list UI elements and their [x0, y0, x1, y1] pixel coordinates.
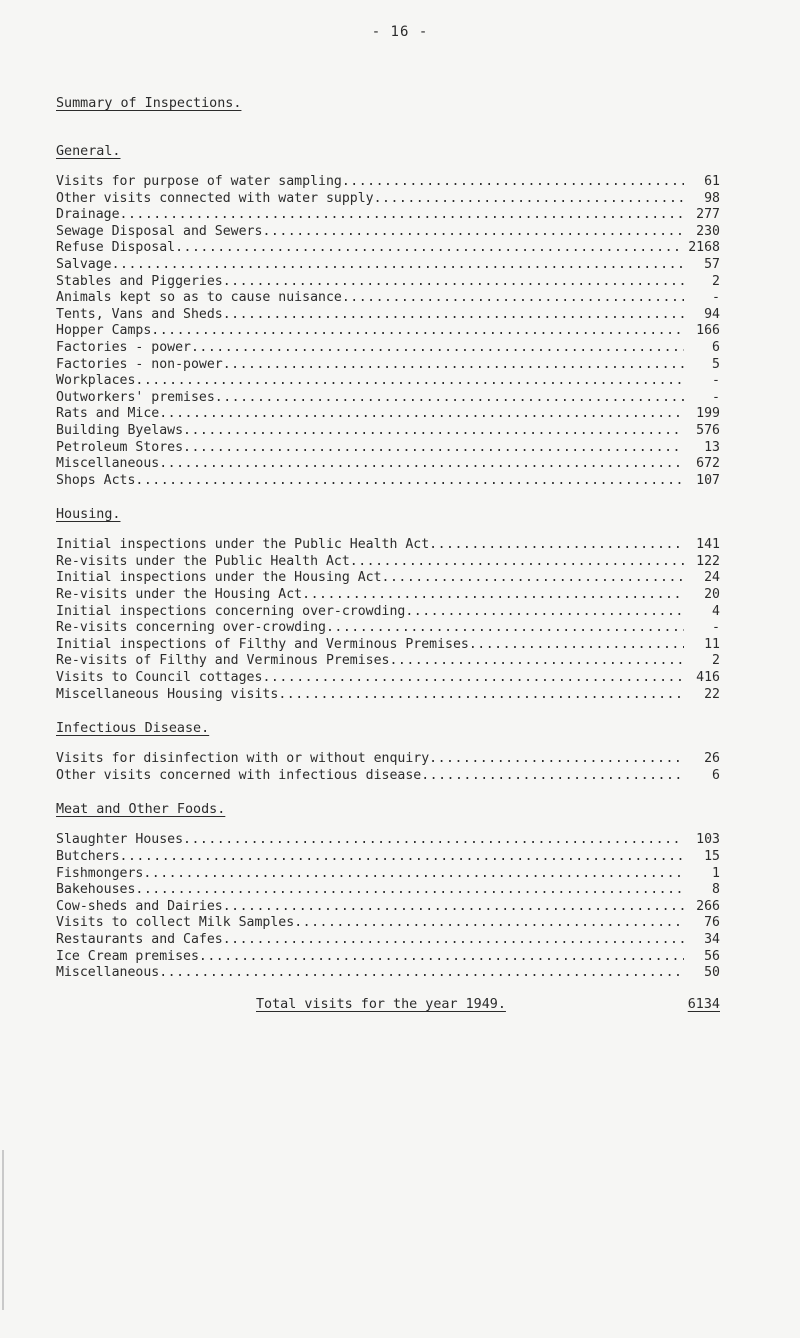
item-value: 277 [696, 207, 720, 223]
list-item [56, 274, 720, 291]
document-title: Summary of Inspections. [56, 96, 242, 111]
item-label: Salvage [56, 256, 112, 272]
item-value: - [712, 389, 720, 405]
list-item [56, 224, 720, 241]
item-label: Animals kept so as to cause nuisance [56, 290, 342, 306]
section [56, 140, 720, 489]
dot-leader [191, 340, 684, 357]
list-item [56, 653, 720, 670]
dot-leader [135, 373, 684, 390]
dot-leader [112, 257, 684, 274]
list-item [56, 357, 720, 374]
item-label: Shops Acts [56, 472, 136, 488]
dot-leader [151, 323, 684, 340]
total-label: Total visits for the year 1949. [256, 996, 506, 1012]
dot-leader [199, 949, 684, 966]
dot-leader [342, 290, 684, 307]
dot-leader [183, 423, 684, 440]
list-item [56, 456, 720, 473]
list-item [56, 768, 720, 785]
item-label: Initial inspections under the Housing Act [56, 570, 382, 586]
item-value: - [712, 620, 720, 636]
item-value: 6 [712, 339, 720, 355]
item-value: 57 [704, 256, 720, 272]
item-value: - [712, 373, 720, 389]
item-value: 24 [704, 570, 720, 586]
item-label: Fishmongers [56, 865, 144, 881]
list-item [56, 554, 720, 571]
item-label: Hopper Camps [56, 323, 152, 339]
item-value: 266 [696, 898, 720, 914]
item-value: 2 [712, 273, 720, 289]
item-value: 15 [704, 849, 720, 864]
list-item [56, 473, 720, 490]
item-value: 4 [712, 603, 720, 619]
item-label: Outworkers' premises [56, 389, 215, 405]
item-value: 672 [696, 456, 720, 472]
item-value: - [712, 290, 720, 306]
section-heading: Infectious Disease. [56, 721, 210, 737]
list-item [56, 687, 720, 704]
item-label: Other visits concerned with infectious disease [56, 767, 422, 783]
dot-leader [389, 653, 684, 670]
dot-leader [223, 357, 684, 374]
item-label: Visits to Council cottages [56, 670, 263, 686]
dot-leader [429, 537, 684, 554]
dot-leader [342, 174, 684, 191]
list-item [56, 965, 720, 982]
list-item [56, 207, 720, 224]
item-label: Drainage [56, 207, 120, 223]
list-item [56, 257, 720, 274]
section-heading: General. [56, 144, 121, 159]
item-label: Cow-sheds and Dairies [56, 898, 223, 914]
item-value: 13 [704, 439, 720, 455]
item-label: Stables and Piggeries [56, 273, 223, 289]
item-value: 20 [704, 587, 720, 603]
list-item [56, 949, 720, 966]
list-item [56, 866, 720, 883]
item-label: Other visits connected with water supply [56, 190, 374, 206]
item-label: Ice Cream premises [56, 948, 199, 964]
item-label: Factories - non-power [56, 356, 223, 372]
item-label: Miscellaneous [56, 965, 160, 981]
section [56, 717, 720, 784]
item-value: 166 [696, 323, 720, 339]
item-label: Workplaces [56, 373, 136, 389]
item-label: Restaurants and Cafes [56, 931, 223, 947]
list-item [56, 899, 720, 916]
list-item [56, 751, 720, 768]
item-label: Re-visits under the Housing Act [56, 587, 303, 603]
dot-leader [159, 456, 684, 473]
section-heading: Meat and Other Foods. [56, 802, 226, 818]
list-item [56, 440, 720, 457]
dot-leader [382, 570, 684, 587]
item-label: Visits to collect Milk Samples [56, 915, 295, 931]
total-value: 6134 [687, 996, 720, 1012]
item-label: Re-visits of Filthy and Verminous Premises [56, 653, 390, 669]
dot-leader [223, 899, 684, 916]
section-items [56, 174, 720, 489]
list-item [56, 620, 720, 637]
list-item [56, 191, 720, 208]
dot-leader [135, 882, 684, 899]
item-value: 107 [696, 472, 720, 488]
item-label: Rats and Mice [56, 406, 160, 422]
page-number: - 16 - [371, 24, 429, 40]
scan-edge-mark [2, 1150, 4, 1310]
dot-leader [223, 932, 684, 949]
item-value: 6 [712, 767, 720, 783]
list-item [56, 587, 720, 604]
item-value: 576 [696, 422, 720, 438]
item-value: 34 [704, 931, 720, 947]
item-label: Initial inspections of Filthy and Verminous Premises [56, 636, 469, 652]
dot-leader [294, 915, 684, 932]
list-item [56, 174, 720, 191]
list-item [56, 637, 720, 654]
dot-leader [421, 768, 684, 785]
list-item [56, 882, 720, 899]
list-item [56, 915, 720, 932]
total-row [56, 996, 720, 1014]
section-items [56, 537, 720, 703]
dot-leader [302, 587, 684, 604]
dot-leader [135, 473, 684, 490]
list-item [56, 832, 720, 849]
dot-leader [120, 207, 684, 224]
item-value: 8 [712, 882, 720, 898]
dot-leader [159, 965, 684, 982]
section-items [56, 751, 720, 784]
list-item [56, 323, 720, 340]
list-item [56, 390, 720, 407]
item-label: Sewage Disposal and Sewers [56, 223, 263, 239]
list-item [56, 240, 720, 257]
item-value: 230 [696, 223, 720, 239]
list-item [56, 849, 720, 866]
item-value: 94 [704, 306, 720, 322]
item-label: Initial inspections under the Public Health Act [56, 537, 430, 553]
item-label: Miscellaneous Housing visits [56, 686, 279, 702]
item-value: 2 [712, 653, 720, 669]
list-item [56, 604, 720, 621]
item-label: Visits for purpose of water sampling [56, 174, 342, 189]
item-value: 103 [696, 832, 720, 848]
item-label: Refuse Disposal [56, 240, 176, 256]
sections-container [56, 140, 720, 982]
item-value: 1 [712, 865, 720, 881]
item-label: Building Byelaws [56, 422, 184, 438]
section-items [56, 832, 720, 981]
item-label: Initial inspections concerning over-crowding [56, 603, 406, 619]
list-item [56, 406, 720, 423]
list-item [56, 932, 720, 949]
list-item [56, 340, 720, 357]
section [56, 503, 720, 703]
list-item [56, 570, 720, 587]
item-value: 5 [712, 356, 720, 372]
item-label: Re-visits concerning over-crowding [56, 620, 326, 636]
list-item [56, 307, 720, 324]
item-value: 141 [696, 537, 720, 553]
list-item [56, 373, 720, 390]
list-item [56, 670, 720, 687]
item-value: 199 [696, 406, 720, 422]
dot-leader [278, 687, 684, 704]
dot-leader [262, 224, 684, 241]
list-item [56, 290, 720, 307]
dot-leader [326, 620, 684, 637]
list-item [56, 537, 720, 554]
item-value: 22 [704, 686, 720, 702]
item-value: 26 [704, 751, 720, 767]
item-label: Visits for disinfection with or without enquiry [56, 751, 430, 767]
dot-leader [143, 866, 684, 883]
item-value: 56 [704, 948, 720, 964]
dot-leader [223, 274, 684, 291]
item-label: Re-visits under the Public Health Act [56, 553, 350, 569]
item-label: Butchers [56, 849, 120, 864]
dot-leader [159, 406, 684, 423]
list-item [56, 423, 720, 440]
dot-leader [183, 832, 684, 849]
section [56, 798, 720, 981]
dot-leader [469, 637, 684, 654]
item-label: Miscellaneous [56, 456, 160, 472]
inspection-summary [56, 92, 720, 1014]
dot-leader [120, 849, 684, 866]
item-value: 122 [696, 553, 720, 569]
item-label: Petroleum Stores [56, 439, 184, 455]
dot-leader [429, 751, 684, 768]
section-heading: Housing. [56, 507, 121, 523]
dot-leader [374, 191, 684, 208]
dot-leader [350, 554, 684, 571]
item-value: 2168 [688, 240, 720, 256]
item-label: Factories - power [56, 339, 191, 355]
dot-leader [183, 440, 684, 457]
item-label: Bakehouses [56, 882, 136, 898]
item-value: 98 [704, 190, 720, 206]
item-label: Tents, Vans and Sheds [56, 306, 223, 322]
item-value: 76 [704, 915, 720, 931]
item-value: 50 [704, 965, 720, 981]
item-value: 61 [704, 174, 720, 189]
dot-leader [223, 307, 684, 324]
dot-leader [262, 670, 684, 687]
item-value: 416 [696, 670, 720, 686]
item-label: Slaughter Houses [56, 832, 184, 848]
dot-leader [175, 240, 684, 257]
dot-leader [405, 604, 684, 621]
dot-leader [215, 390, 684, 407]
item-value: 11 [704, 636, 720, 652]
